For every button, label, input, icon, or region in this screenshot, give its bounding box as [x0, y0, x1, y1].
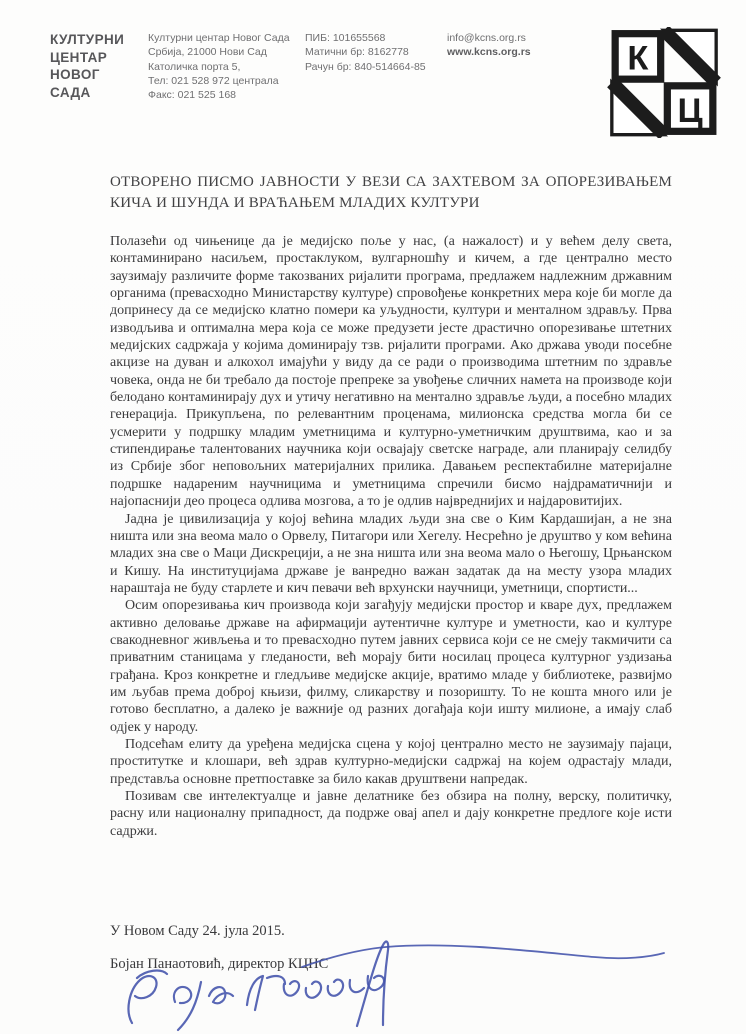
address-line: Факс: 021 525 168 [148, 89, 237, 102]
registry-block [305, 31, 447, 74]
dateline: У Новом Саду 24. јула 2015. [110, 923, 285, 939]
contact-web-block [447, 31, 531, 60]
org-name-line: НОВОГ [50, 67, 100, 83]
signer-name-line: Бојан Панаотовић, директор КЦНС [110, 956, 329, 972]
org-name-block [50, 31, 148, 101]
registry-line: Матични бр: 8162778 [305, 46, 409, 59]
registry-line: Рачун бр: 840-514664-85 [305, 60, 426, 73]
paragraph: Полазећи од чињенице да је медијско поље у нас, (а нажалост) и у већем делу света, контаминирано насиљем, простаклуком, вулгарношћу и кичем, а где централно место заузимају различите форме такозваних ријалити програма, предлажем надлежним државним органима (превасходно Министарству културе) спровођење конкретних мера које би могле да допринесу да се медијско клатно помери ка уљудности, култури и менталном здрављу. Прва изводљива и оптимална мера која се може предузети јесте драстично опорезивање штетних медијских садржаја у којима доминирају тзв. ријалити програми. Ако држава уводи посебне акцизе на дуван и алкохол имајући у виду да се ради о производима штетним по здравље човека, онда не би требало да постоје препреке за увођење сличних намета на производе који белодано контаминирају дух и утичу негативно на ментално здравље људи, а посебно младих генерација. Прикупљена, по релевантним проценама, милионска средства могла би се усмерити у подршку младим уметницима и културно-уметничким друштвима, као и за стипендирање талентованих научника који освајају светске награде, али планирају селидбу из Србије због неповољних материјалних прилика. Давањем респектабилне материјалне подршке надареним научницима и уметницима спречили бисмо најдраматичнији и најопаснији део процеса одлива мозгова, а то је одлив највреднијих и најдаровитијих. [110, 234, 672, 510]
signature-stroke-tall-letter [357, 942, 388, 1026]
kcns-logo [606, 27, 722, 138]
address-line: Културни центар Новог Сада [148, 32, 290, 44]
address-block [148, 31, 305, 102]
address-line: Католичка порта 5, [148, 60, 241, 73]
letter-title [110, 172, 672, 214]
address-line: Тел: 021 528 972 централа [148, 74, 279, 87]
paragraph: Осим опорезивања кич производа који загађују медијски простор и кваре дух, предлажем активно деловање државе на афирмацији аутентичне културе и уметности, као и културе свакодневног живљења и то превасходно путем јавних сервиса који се не смеју такмичити са приватним станицама у гледаности, већ морају бити носилац процеса културног уздизања грађана. Кроз конкретне и гледљиве медијске акције, вратимо младе у библиотеке, развијмо им љубав према доброј књизи, филму, сликарству и позоришту. То не кошта много или је готово бесплатно, а далеко је важније од разних догађаја који ишту милионе, а имају слаб одјек у народу. [110, 598, 672, 735]
address-line: Србија, 21000 Нови Сад [148, 46, 267, 59]
letterhead [50, 31, 606, 102]
email-address: info@kcns.org.rs [447, 32, 526, 44]
logo-letter-k: К [627, 39, 649, 78]
website-address: www.kcns.org.rs [447, 46, 531, 59]
paragraph: Јадна је цивилизација у којој већина младих људи зна све о Ким Кардашијан, а не зна ништа или зна веома мало о Орвелу, Питагори или Хегелу. Несрећно је друштво у ком већина младих зна све о Маци Дискрецији, а не зна ништа или зна веома мало о Његошу, Црњанском и Кишу. На институцијама државе је ванредно важан задатак да на месту узора младих нараштаја не буду старлете и кич певачи већ врхунски научници, уметници, спортисти... [110, 511, 672, 596]
signature-flourish [302, 945, 664, 967]
letter-title-line: ОТВОРЕНО ПИСМО ЈАВНОСТИ У ВЕЗИ СА ЗАХТЕВОМ ЗА ОПОРЕЗИВАЊЕМ [110, 174, 672, 190]
org-name-line: КУЛТУРНИ [50, 32, 125, 47]
paragraph: Позивам све интелектуалце и јавне делатнике без обзира на полну, верску, политичку, расну или националну припадност, да подрже овај апел и дају конкретне предлоге које исти садржи. [110, 789, 672, 839]
logo-letter-c: Ц [677, 91, 703, 130]
org-name-line: ЦЕНТАР [50, 49, 108, 65]
letter-body [110, 233, 672, 840]
paragraph: Подсећам елиту да уређена медијска сцена у којој централно место не заузимају пајаци, проститутке и клошари, већ здрав културно-медијски садржај на којем одрастају млади, представља основне претпоставке за било какав друштвени напредак. [110, 736, 672, 787]
letter-title-line: КИЧА И ШУНДА И ВРАЋАЊЕМ МЛАДИХ КУЛТУРИ [110, 195, 480, 211]
registry-line: ПИБ: 101655568 [305, 32, 386, 44]
org-name-line: САДА [50, 84, 91, 100]
handwritten-signature [116, 933, 672, 1033]
kcns-logo-icon [606, 27, 722, 138]
signature-stroke-first-name [129, 971, 233, 1030]
